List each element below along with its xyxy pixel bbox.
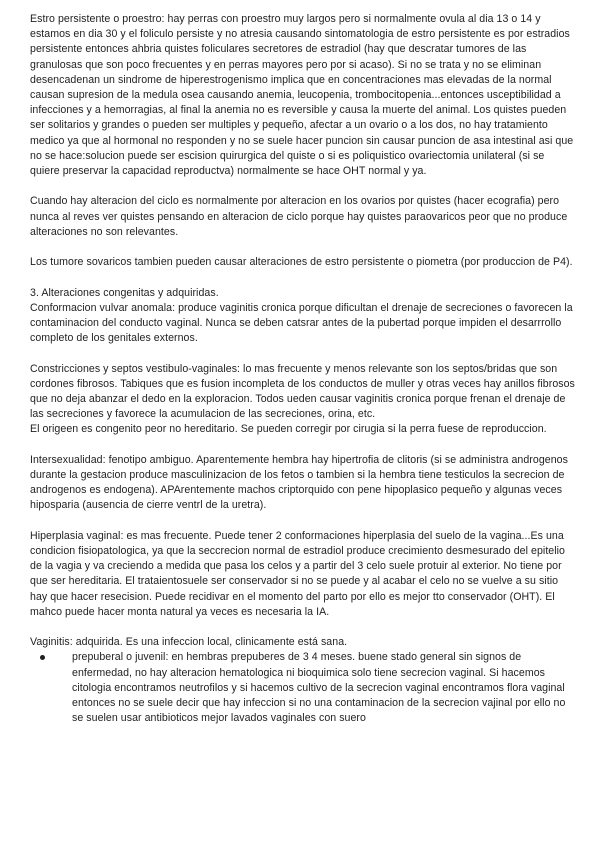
paragraph-constricciones: Constricciones y septos vestibulo-vaginales: lo mas frecuente y menos relevante son los septos/bridas que son cordones fibrosos. Tabiques que es fusion incompleta de los conductos de muller y otras veces hay anillos fibrosos que no deja abanzar el dedo en la exploracion. Todos ueden causar vaginitis cronica porque frenan el drenaje de las secreciones y favorece la acumulacion de las secreciones, orina, etc. <box>30 362 575 421</box>
paragraph-hiperplasia-vaginal: Hiperplasia vaginal: es mas frecuente. Puede tener 2 conformaciones hiperplasia del suelo de la vagina...Es una condicion fisiopatologica, ya que la seccrecion normal de estradiol produce crecimiento desmesurado del epitelio de la vagia y va creciendo a medida que pasa los celos y a partir del 3 celo suele protuir al exterior. No tiene por que ser hereditaria. El trataientosuele ser conservador si no se puede y al acabar el celo no se vuelve a su sitio hay que hacer resecision. Puede recidivar en el momento del parto por ello es mejor tto conservador (OHT). El mahco puede hacer monta natural ya veces es necesaria la IA. <box>30 529 565 618</box>
paragraph-tumores-ovaricos: Los tumore sovaricos tambien pueden causar alteraciones de estro persistente o piometra (por produccion de P4). <box>30 256 573 269</box>
vaginitis-list <box>30 650 576 726</box>
paragraph-alteracion-ciclo: Cuando hay alteracion del ciclo es normalmente por alteracion en los ovarios por quistes (hacer ecografia) pero nunca al reves ver quistes pensando en alteracion de ciclo porque hay quistes paraovaricos peor que no produce alteraciones no son relevantes. <box>30 195 568 238</box>
list-item <box>30 650 576 726</box>
bullet-icon <box>40 655 45 660</box>
section-heading: 3. Alteraciones congenitas y adquiridas. <box>30 286 219 299</box>
paragraph-intersexualidad: Intersexualidad: fenotipo ambiguo. Aparentemente hembra hay hipertrofia de clitoris (si se administra androgenos durante la gestacion produce masculinizacion de los fetos o tambien si la hembra tiene testiculos la secrecion de androgenos es endogena). APArentemente machos criptorquido con pene hipoplasico pequeño y algunas veces hiposparia (ausencia de cierre ventrl de la uretra). <box>30 453 568 512</box>
paragraph-conformacion-vulvar: Conformacion vulvar anomala: produce vaginitis cronica porque dificultan el drenaje de secreciones o favorecen la contaminacion del conducto vaginal. Nunca se deben catsrar antes de la pubertad porque impiden el desarrrollo completo de los genitales externos. <box>30 301 573 345</box>
paragraph-estro-persistente: Estro persistente o proestro: hay perras con proestro muy largos pero si normalmente ovula al dia 13 o 14 y estamos en dia 30 y el foliculo persiste y no atresia causando sintomatologia de estro persistente es por estradios persistente entonces ahbria quistes foliculares secretores de estradiol (hay que descratar tumores de las granulosas que son poco frecuentes y en perras mayores pero por si acaso). Si no se trata y no se eliminan desencadenan un sindrome de hiperestrogenismo implica que en concentraciones mas elevadas de la normal causan supresion de la medula osea causando anemia, leucopenia, trombocitopenia...entonces usceptibilidad a infecciones y a hemorragias, al final la anemia no es reversible y causa la muerte del animal. Los quistes pueden ser solitarios y grandes o pueden ser multiples y pequeño, afectar a un ovario o a los dos, no hay tratamiento medico ya que al hormonal no responden y no se suele hacer puncion sin causar puncion de asa intestinal asi que no se hace:solucion puede ser escision quirurgica del quiste o si es poliquistico ovariectomia unilateral (si se quiere preservar la capacidad reproductva) normalmente se hace OHT normal y ya. <box>30 13 574 178</box>
list-item-text: prepuberal o juvenil: en hembras prepuberes de 3 4 meses. buene stado general sin signos de enfermedad, no hay alteracion hematologica ni bioquimica solo tiene secrecion vaginal. Si hacemos citologia encontramos neutrofilos y si hacemos cultivo de la secrecion vaginal encontramos flora vaginal entonces no se suele decir que hay infeccion si no una contaminacion de la secrecion vajinal por ello no se suelen usar antibioticos mejor lavados vaginales con suero <box>72 651 566 725</box>
vaginitis-heading: Vaginitis: adquirida. Es una infeccion local, clinicamente está sana. <box>30 636 348 649</box>
document-page <box>30 12 576 726</box>
paragraph-constricciones-origen: El origeen es congenito peor no hereditario. Se pueden corregir por cirugia si la perra fuese de reproduccion. <box>30 423 547 436</box>
